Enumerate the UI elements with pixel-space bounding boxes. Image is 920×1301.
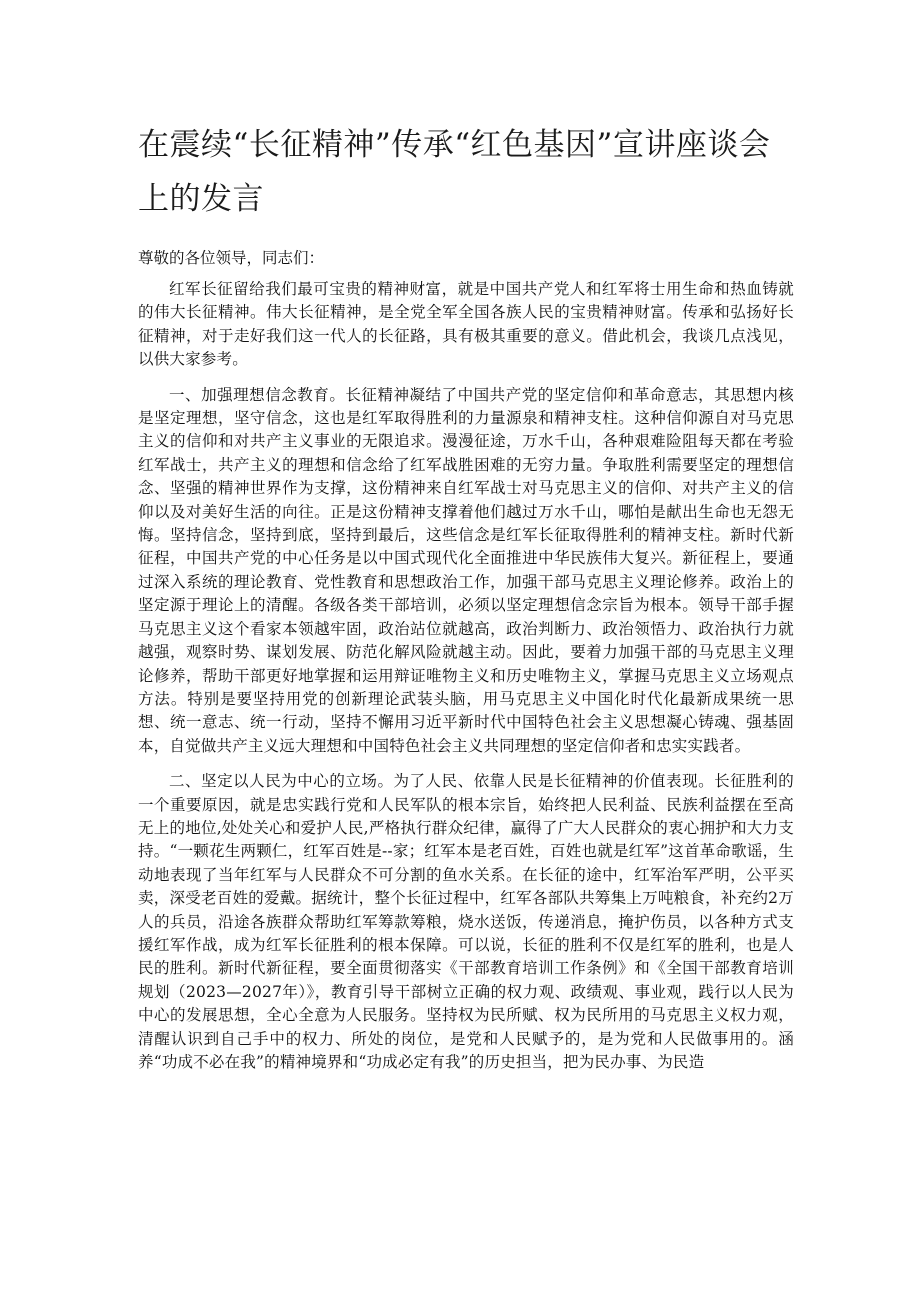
salutation: 尊敬的各位领导，同志们： [138, 249, 325, 267]
document-page [138, 118, 794, 1074]
paragraph-intro: 红军长征留给我们最可宝贵的精神财富，就是中国共产党人和红军将士用生命和热血铸就的伟大长征精神。伟大长征精神，是全党全军全国各族人民的宝贵精神财富。传承和弘扬好长征精神，对于走好我们这一代人的长征路，具有极其重要的意义。借此机会，我谈几点浅见，以供大家参考。 [138, 280, 794, 369]
document-title: 在震续“长征精神”传承“红色基因”宣讲座谈会上的发言 [138, 127, 771, 217]
paragraph-section-two: 二、坚定以人民为中心的立场。为了人民、依靠人民是长征精神的价值表现。长征胜利的一个重要原因，就是忠实践行党和人民军队的根本宗旨，始终把人民利益、民族利益摆在至高无上的地位,处处关心和爱护人民,严格执行群众纪律，赢得了广大人民群众的衷心拥护和大力支持。“一颗花生两颗仁，红军百姓是--家；红军本是老百姓，百姓也就是红军”这首革命歌谣，生动地表现了当年红军与人民群众不可分割的鱼水关系。在长征的途中，红军治军严明，公平买卖，深受老百姓的爱戴。据统计，整个长征过程中，红军各部队共筹集上万吨粮食，补充约2万人的兵员，沿途各族群众帮助红军筹款筹粮，烧水送饭，传递消息，掩护伤员，以各种方式支援红军作战，成为红军长征胜利的根本保障。可以说，长征的胜利不仅是红军的胜利，也是人民的胜利。新时代新征程，要全面贯彻落实《干部教育培训工作条例》和《全国干部教育培训规划（2023—2027年）》，教育引导干部树立正确的权力观、政绩观、事业观，践行以人民为中心的发展思想，全心全意为人民服务。坚持权为民所赋、权为民所用的马克思主义权力观，清醒认识到自己手中的权力、所处的岗位，是党和人民赋予的，是为党和人民做事用的。涵养“功成不必在我”的精神境界和“功成必定有我”的历史担当，把为民办事、为民造 [138, 772, 794, 1071]
paragraph-section-one: 一、加强理想信念教育。长征精神凝结了中国共产党的坚定信仰和革命意志，其思想内核是坚定理想，坚守信念，这也是红军取得胜利的力量源泉和精神支柱。这种信仰源自对马克思主义的信仰和对共产主义事业的无限追求。漫漫征途，万水千山，各种艰难险阻每天都在考验红军战士，共产主义的理想和信念给了红军战胜困难的无穷力量。争取胜利需要坚定的理想信念、坚强的精神世界作为支撑，这份精神来自红军战士对马克思主义的信仰、对共产主义的信仰以及对美好生活的向往。正是这份精神支撑着他们越过万水千山，哪怕是献出生命也无怨无悔。坚持信念，坚持到底，坚持到最后，这些信念是红军长征取得胜利的精神支柱。新时代新征程，中国共产党的中心任务是以中国式现代化全面推进中华民族伟大复兴。新征程上，要通过深入系统的理论教育、党性教育和思想政治工作，加强干部马克思主义理论修养。政治上的坚定源于理论上的清醒。各级各类干部培训，必须以坚定理想信念宗旨为根本。领导干部手握马克思主义这个看家本领越牢固，政治站位就越高，政治判断力、政治领悟力、政治执行力就越强，观察时势、谋划发展、防范化解风险就越主动。因此，要着力加强干部的马克思主义理论修养，帮助干部更好地掌握和运用辩证唯物主义和历史唯物主义，掌握马克思主义立场观点方法。特别是要坚持用党的创新理论武装头脑，用马克思主义中国化时代化最新成果统一思想、统一意志、统一行动，坚持不懈用习近平新时代中国特色社会主义思想凝心铸魂、强基固本，自觉做共产主义远大理想和中国特色社会主义共同理想的坚定信仰者和忠实实践者。 [138, 385, 794, 755]
